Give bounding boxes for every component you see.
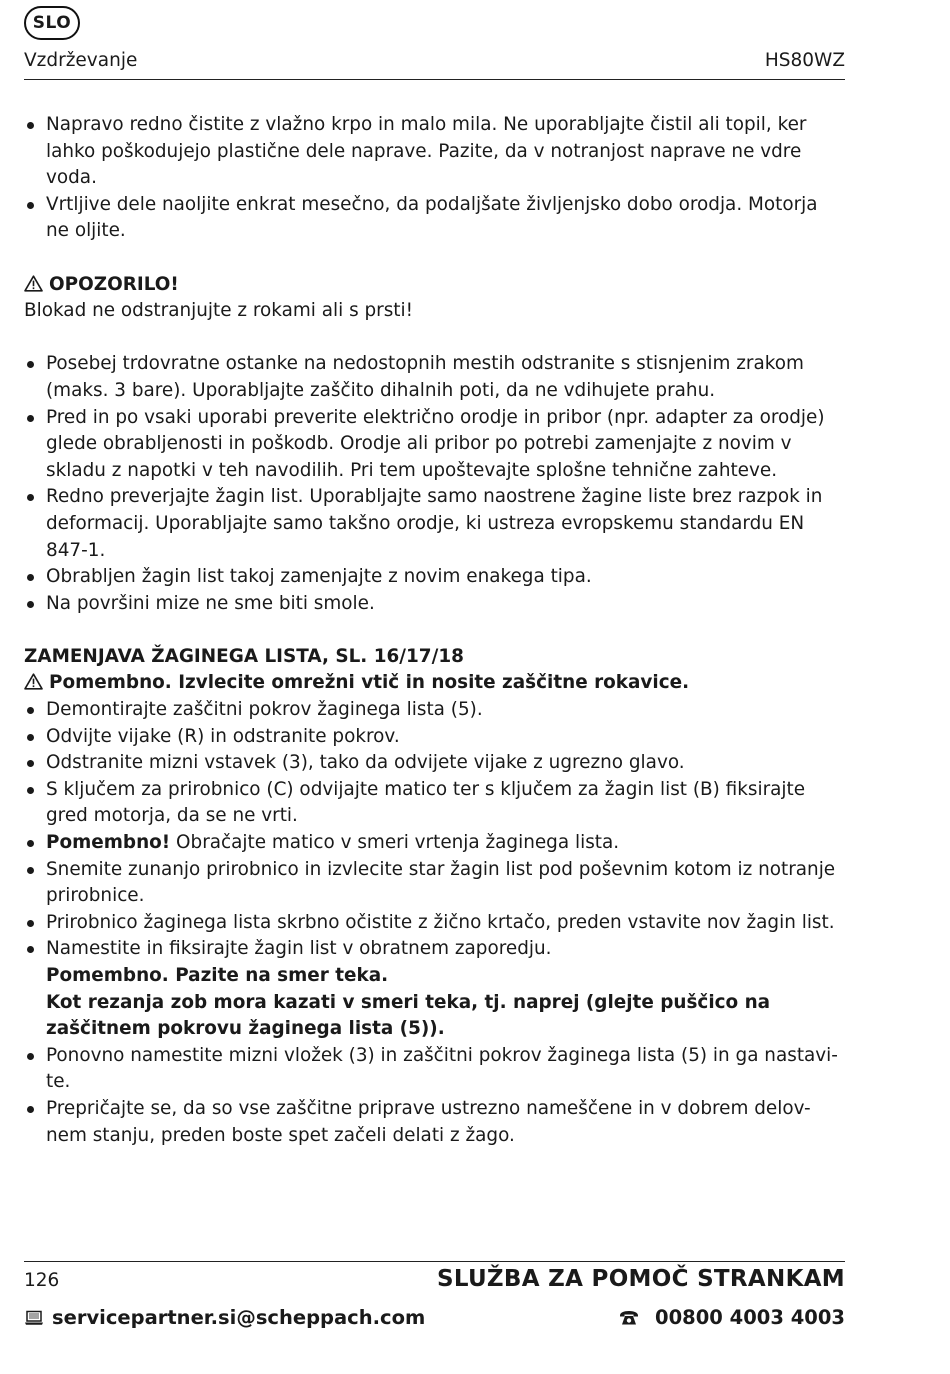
list-item: Obrabljen žagin list takoj zamenjajte z novim enakega tipa. bbox=[24, 564, 846, 591]
step-emphasis: Pomembno! bbox=[46, 832, 171, 854]
cleaning-list bbox=[24, 112, 846, 245]
page-number: 126 bbox=[24, 1270, 60, 1291]
replacement-steps bbox=[24, 697, 846, 1149]
section-name: Vzdrževanje bbox=[24, 50, 138, 71]
footer-divider bbox=[24, 1261, 845, 1262]
warning-icon bbox=[24, 673, 43, 690]
list-item: Prepričajte se, da so vse zaščitne priprave ustrezno nameščene in v dobrem delov-nem stanju, preden boste spet začeli delati z žago. bbox=[24, 1096, 846, 1149]
list-item: Vrtljive dele naoljite enkrat mesečno, da podaljšate življenjsko dobo orodja. Motorja ne oljite. bbox=[24, 192, 846, 245]
phone-icon bbox=[619, 1310, 639, 1326]
list-item bbox=[24, 936, 846, 1042]
important-text: Pomembno. Izvlecite omrežni vtič in nosite zaščitne rokavice. bbox=[49, 672, 690, 694]
warning-icon bbox=[24, 275, 43, 292]
service-phone bbox=[619, 1306, 845, 1329]
list-item: Posebej trdovratne ostanke na nedostopnih mestih odstranite s stisnjenim zrakom (maks. 3 bare). Uporabljajte zaščito dihalnih poti, da ne vdihujete prahu. bbox=[24, 351, 846, 404]
warning-title: OPOZORILO! bbox=[49, 273, 179, 295]
step-text: Namestite in fiksirajte žagin list v obratnem zaporedju. bbox=[46, 938, 552, 960]
service-email bbox=[24, 1306, 425, 1329]
header-divider bbox=[24, 79, 845, 80]
list-item bbox=[24, 830, 846, 857]
laptop-icon bbox=[24, 1310, 44, 1326]
list-item: Na površini mize ne sme biti smole. bbox=[24, 591, 846, 618]
list-item: Napravo redno čistite z vlažno krpo in malo mila. Ne uporabljajte čistil ali topil, ker lahko poškodujejo plastične dele naprave. Pazite, da v notranjost naprave ne vdre voda. bbox=[24, 112, 846, 192]
list-item: Ponovno namestite mizni vložek (3) in zaščitni pokrov žaginega lista (5) in ga nastavi-te. bbox=[24, 1043, 846, 1096]
list-item: S ključem za prirobnico (C) odvijajte matico ter s ključem za žagin list (B) fiksirajte gred motorja, da se ne vrti. bbox=[24, 777, 846, 830]
page-content bbox=[24, 112, 846, 1149]
step-emphasis: Kot rezanja zob mora kazati v smeri teka, tj. naprej (glejte puščico na zaščitnem pokrovu žaginega lista (5)). bbox=[46, 991, 771, 1040]
list-item: Snemite zunanjo prirobnico in izvlecite star žagin list pod poševnim kotom iz notranje prirobnice. bbox=[24, 857, 846, 910]
important-notice bbox=[24, 670, 846, 697]
language-code: SLO bbox=[32, 13, 72, 33]
step-emphasis: Pomembno. Pazite na smer teka. bbox=[46, 965, 389, 986]
list-item: Prirobnico žaginega lista skrbno očistite z žično krtačo, preden vstavite nov žagin list. bbox=[24, 910, 846, 937]
inspection-list bbox=[24, 351, 846, 617]
step-text: Obračajte matico v smeri vrtenja žaginega lista. bbox=[170, 832, 620, 854]
list-item: Pred in po vsaki uporabi preverite električno orodje in pribor (npr. adapter za orodje) glede obrabljenosti in poškodb. Orodje ali pribor po potrebi zamenjajte z novim v skladu z napotki v teh navodilih. Pri tem upoštevajte splošne tehnične zahteve. bbox=[24, 405, 846, 485]
warning-text: Blokad ne odstranjujte z rokami ali s prsti! bbox=[24, 300, 414, 322]
section-heading: ZAMENJAVA ŽAGINEGA LISTA, SL. 16/17/18 bbox=[24, 645, 464, 667]
list-item: Demontirajte zaščitni pokrov žaginega lista (5). bbox=[24, 697, 846, 724]
model-number: HS80WZ bbox=[764, 50, 845, 71]
phone-number: 00800 4003 4003 bbox=[655, 1306, 845, 1329]
list-item: Odstranite mizni vstavek (3), tako da odvijete vijake z ugrezno glavo. bbox=[24, 750, 846, 777]
warning-heading bbox=[24, 272, 846, 299]
list-item: Odvijte vijake (R) in odstranite pokrov. bbox=[24, 724, 846, 751]
list-item: Redno preverjajte žagin list. Uporabljajte samo naostrene žagine liste brez razpok in deformacij. Uporabljajte samo takšno orodje, ki ustreza evropskemu standardu EN 847-1. bbox=[24, 484, 846, 564]
service-title: SLUŽBA ZA POMOČ STRANKAM bbox=[436, 1266, 845, 1292]
language-badge bbox=[24, 6, 80, 40]
email-address: servicepartner.si@scheppach.com bbox=[52, 1306, 426, 1329]
